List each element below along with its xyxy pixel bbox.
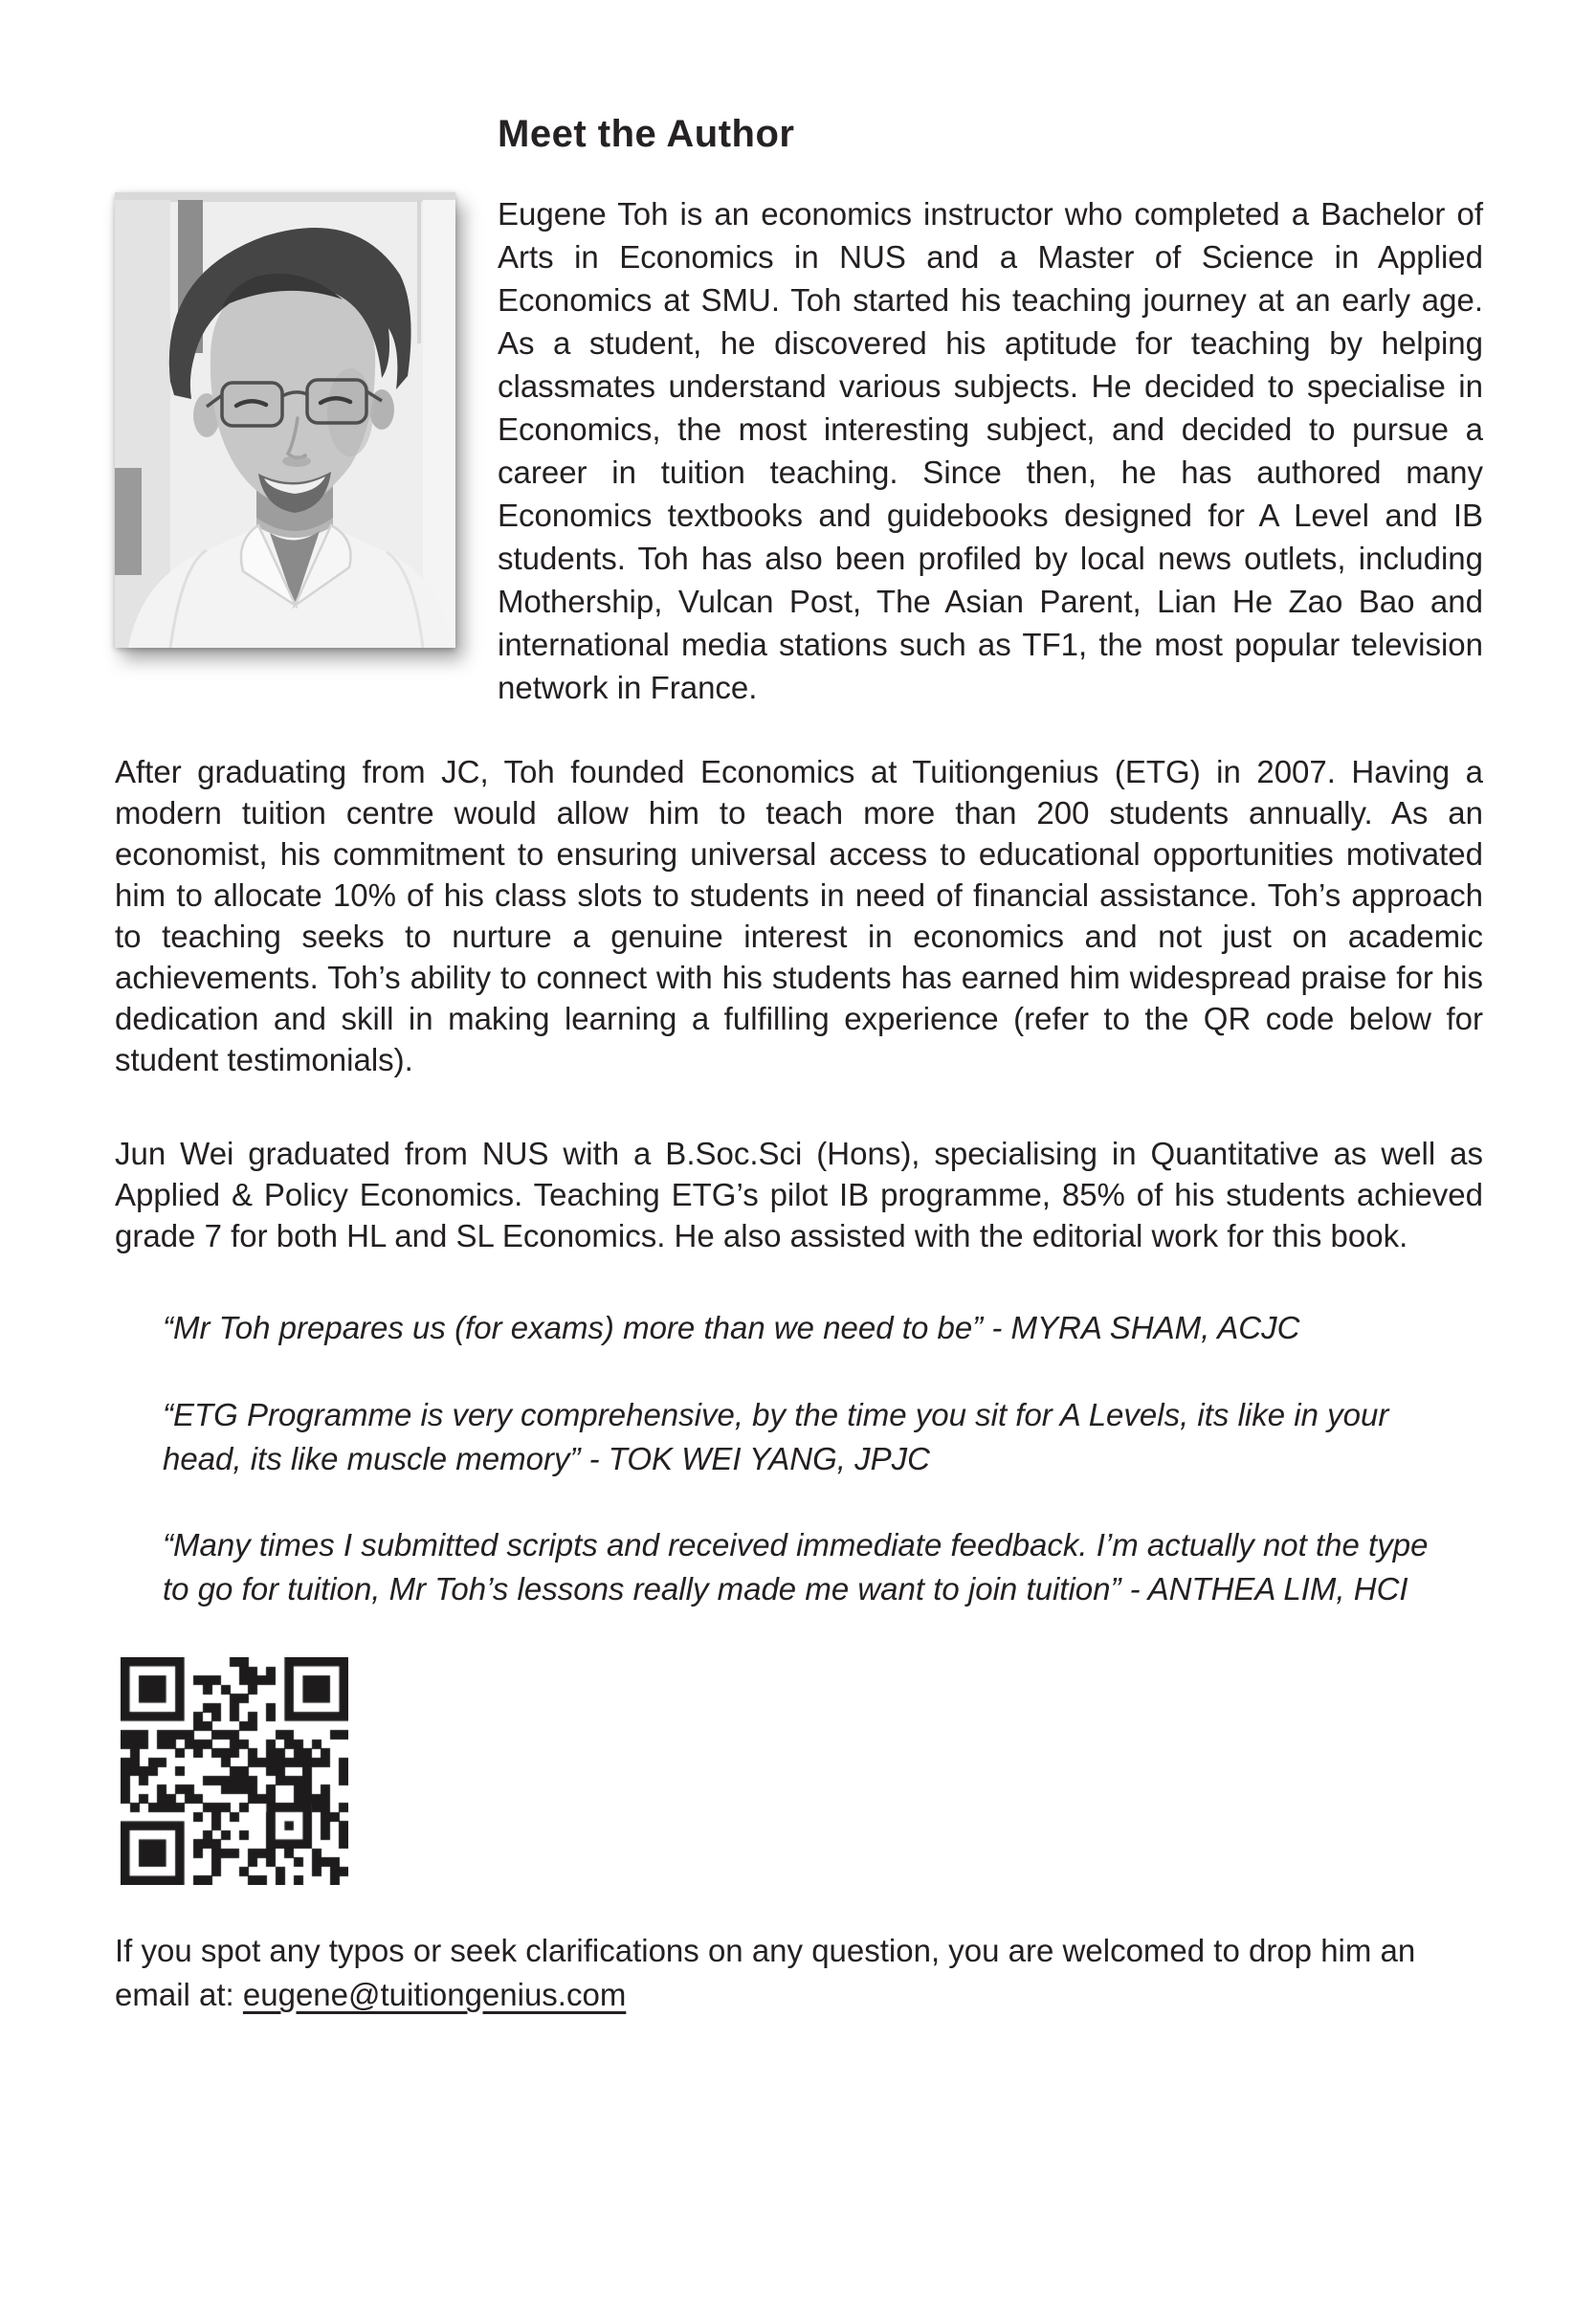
author-section xyxy=(115,192,1483,709)
testimonial-quote-3: “Many times I submitted scripts and received immediate feedback. I’m actually not the type to go for tuition, Mr Toh’s lessons really made me want to join tuition” - ANTHEA LIM, HCI xyxy=(163,1527,1429,1607)
page-title: Meet the Author xyxy=(498,113,795,155)
junwei-paragraph: Jun Wei graduated from NUS with a B.Soc.Sci (Hons), specialising in Quantitative as well as Applied & Policy Economics. Teaching ETG’s pilot IB programme, 85% of his students achieved grade 7 for both HL and SL Economics. He also assisted with the editorial work for this book. xyxy=(115,1136,1483,1253)
author-portrait-illustration xyxy=(115,192,455,648)
email-link[interactable]: eugene@tuitiongenius.com xyxy=(242,1977,627,2012)
contact-note xyxy=(115,1929,1483,2017)
author-photo xyxy=(115,192,455,648)
qr-canvas xyxy=(121,1657,348,1885)
testimonial-quote-1: “Mr Toh prepares us (for exams) more than we need to be” - MYRA SHAM, ACJC xyxy=(163,1310,1300,1345)
contact-note-text: If you spot any typos or seek clarifications on any question, you are welcomed to drop him an email at: xyxy=(115,1933,1416,2012)
author-intro-paragraph: Eugene Toh is an economics instructor who completed a Bachelor of Arts in Economics in NUS and a Master of Science in Applied Economics at SMU. Toh started his teaching journey at an early age. As a student, he discovered his aptitude for teaching by helping classmates understand various subjects. He decided to specialise in Economics, the most interesting subject, and decided to pursue a career in tuition teaching. Since then, he has authored many Economics textbooks and guidebooks designed for A Level and IB students. Toh has also been profiled by local news outlets, including Mothership, Vulcan Post, The Asian Parent, Lian He Zao Bao and international media stations such as TF1, the most popular television network in France. xyxy=(498,196,1483,705)
testimonial-quote-2: “ETG Programme is very comprehensive, by the time you sit for A Levels, its like in your head, its like muscle memory” - TOK WEI YANG, JPJC xyxy=(163,1397,1389,1476)
qr-code xyxy=(121,1657,348,1885)
founding-paragraph: After graduating from JC, Toh founded Economics at Tuitiongenius (ETG) in 2007. Having a modern tuition centre would allow him to teach more than 200 students annually. As an economist, his commitment to ensuring universal access to educational opportunities motivated him to allocate 10% of his class slots to students in need of financial assistance. Toh’s approach to teaching seeks to nurture a genuine interest in economics and not just on academic achievements. Toh’s ability to connect with his students has earned him widespread praise for his dedication and skill in making learning a fulfilling experience (refer to the QR code below for student testimonials). xyxy=(115,754,1483,1077)
